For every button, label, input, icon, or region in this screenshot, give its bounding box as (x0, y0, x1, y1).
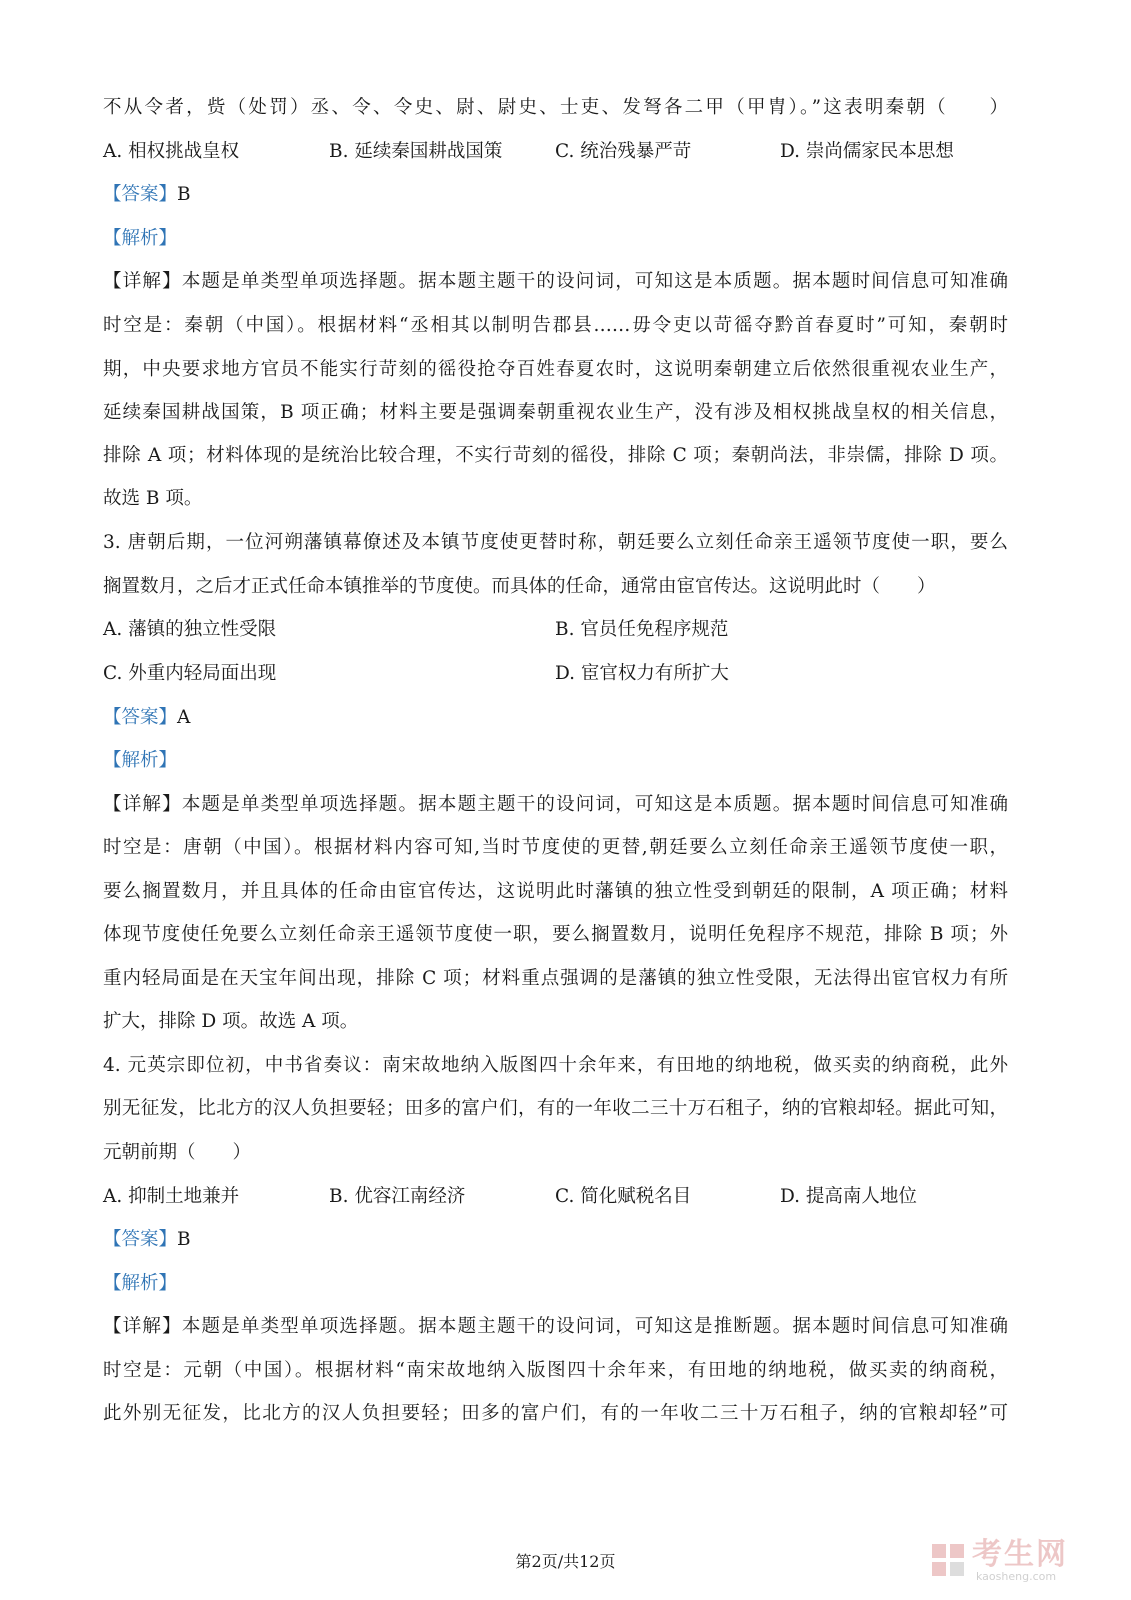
q4-option-a: A. 抑制土地兼并 (103, 1186, 240, 1207)
q4-detail-line-3: 此外别无征发，比北方的汉人负担要轻；田多的富户们，有的一年收二三十万石租子，纳的官粮却轻”可 (103, 1403, 1008, 1424)
page-number: 第2页/共12页 (515, 1552, 616, 1571)
watermark-domain: kaosheng.com (976, 1570, 1057, 1583)
q3-stem-line-1: 3. 唐朝后期，一位河朔藩镇幕僚述及本镇节度使更替时称，朝廷要么立刻任命亲王遥领节度使一职，要么 (103, 532, 1008, 553)
q3-answer (103, 706, 190, 730)
q2-detail-line-5: 排除 A 项；材料体现的是统治比较合理，不实行苛刻的徭役，排除 C 项；秦朝尚法，非崇儒，排除 D 项。 (103, 445, 1008, 466)
q4-option-c: C. 简化赋税名目 (555, 1186, 692, 1207)
q4-detail-line-2: 时空是：元朝（中国）。根据材料“南宋故地纳入版图四十余年来，有田地的纳地税，做买卖的纳商税， (103, 1360, 1008, 1381)
watermark-name: 考生网 (972, 1537, 1068, 1572)
q4-stem-line-1: 4. 元英宗即位初，中书省奏议：南宋故地纳入版图四十余年来，有田地的纳地税，做买卖的纳商税，此外 (103, 1055, 1008, 1076)
q4-stem-line-2: 别无征发，比北方的汉人负担要轻；田多的富户们，有的一年收二三十万石租子，纳的官粮却轻。据此可知， (103, 1098, 1008, 1119)
q2-option-c: C. 统治残暴严苛 (555, 141, 692, 162)
q3-detail-line-3: 要么搁置数月，并且具体的任命由宦官传达，这说明此时藩镇的独立性受到朝廷的限制，A 项正确；材料 (103, 881, 1008, 902)
answer-label: 【答案】 (103, 707, 178, 728)
q3-stem-line-2: 搁置数月，之后才正式任命本镇推举的节度使。而具体的任命，通常由宦官传达。这说明此时（ ） (103, 576, 936, 597)
answer-value: A (177, 707, 191, 728)
answer-value: B (177, 184, 191, 205)
q4-answer (103, 1228, 191, 1252)
q2-answer (103, 183, 191, 207)
q2-detail-line-6: 故选 B 项。 (103, 488, 203, 509)
q3-analysis-label: 【解析】 (103, 750, 178, 771)
q3-option-a: A. 藩镇的独立性受限 (103, 619, 277, 640)
q4-option-b: B. 优容江南经济 (329, 1186, 466, 1207)
q3-detail-line-1 (103, 793, 1008, 817)
detail-label: 【详解】 (103, 271, 182, 292)
q2-detail-line-3: 期，中央要求地方官员不能实行苛刻的徭役抢夺百姓春夏农时，这说明秦朝建立后依然很重视农业生产， (103, 359, 1008, 380)
watermark (930, 1538, 1090, 1584)
q4-stem-line-3: 元朝前期（ ） (103, 1142, 252, 1163)
q4-option-d: D. 提高南人地位 (780, 1186, 917, 1207)
q3-detail-line-6: 扩大，排除 D 项。故选 A 项。 (103, 1011, 359, 1032)
q3-detail-line-2: 时空是：唐朝（中国）。根据材料内容可知,当时节度使的更替,朝廷要么立刻任命亲王遥领节度使一职， (103, 837, 1008, 858)
q2-option-a: A. 相权挑战皇权 (103, 141, 240, 162)
detail-label: 【详解】 (103, 1316, 182, 1337)
q3-option-d: D. 宦官权力有所扩大 (555, 663, 729, 684)
answer-label: 【答案】 (103, 184, 178, 205)
q3-option-b: B. 官员任免程序规范 (555, 619, 729, 640)
detail-text: 本题是单类型单项选择题。据本题主题干的设问词，可知这是本质题。据本题时间信息可知准确 (181, 794, 1008, 815)
q2-detail-line-1 (103, 270, 1008, 294)
answer-value: B (177, 1229, 191, 1250)
q2-stem-tail: 不从令者，赀（处罚）丞、令、令史、尉、尉史、士吏、发弩各二甲（甲胄）。”这表明秦朝（ ） (103, 97, 1008, 118)
q2-detail-line-2: 时空是：秦朝（中国）。根据材料“丞相其以制明告郡县……毋令吏以苛徭夺黔首春夏时”可知，秦朝时 (103, 315, 1008, 336)
q2-analysis-label: 【解析】 (103, 228, 178, 249)
q3-detail-line-4: 体现节度使任免要么立刻任命亲王遥领节度使一职，要么搁置数月，说明任免程序不规范，排除 B 项；外 (103, 924, 1008, 945)
q4-analysis-label: 【解析】 (103, 1273, 178, 1294)
answer-label: 【答案】 (103, 1229, 178, 1250)
q3-option-c: C. 外重内轻局面出现 (103, 663, 277, 684)
q3-detail-line-5: 重内轻局面是在天宝年间出现，排除 C 项；材料重点强调的是藩镇的独立性受限，无法得出宦官权力有所 (103, 968, 1008, 989)
q2-option-b: B. 延续秦国耕战国策 (329, 141, 503, 162)
detail-label: 【详解】 (103, 794, 182, 815)
detail-text: 本题是单类型单项选择题。据本题主题干的设问词，可知这是本质题。据本题时间信息可知准确 (181, 271, 1008, 292)
q2-option-d: D. 崇尚儒家民本思想 (780, 141, 954, 162)
q2-detail-line-4: 延续秦国耕战国策，B 项正确；材料主要是强调秦朝重视农业生产，没有涉及相权挑战皇权的相关信息， (103, 402, 1008, 423)
watermark-logo-icon (930, 1542, 966, 1578)
q4-detail-line-1 (103, 1315, 1008, 1339)
detail-text: 本题是单类型单项选择题。据本题主题干的设问词，可知这是推断题。据本题时间信息可知准确 (181, 1316, 1008, 1337)
